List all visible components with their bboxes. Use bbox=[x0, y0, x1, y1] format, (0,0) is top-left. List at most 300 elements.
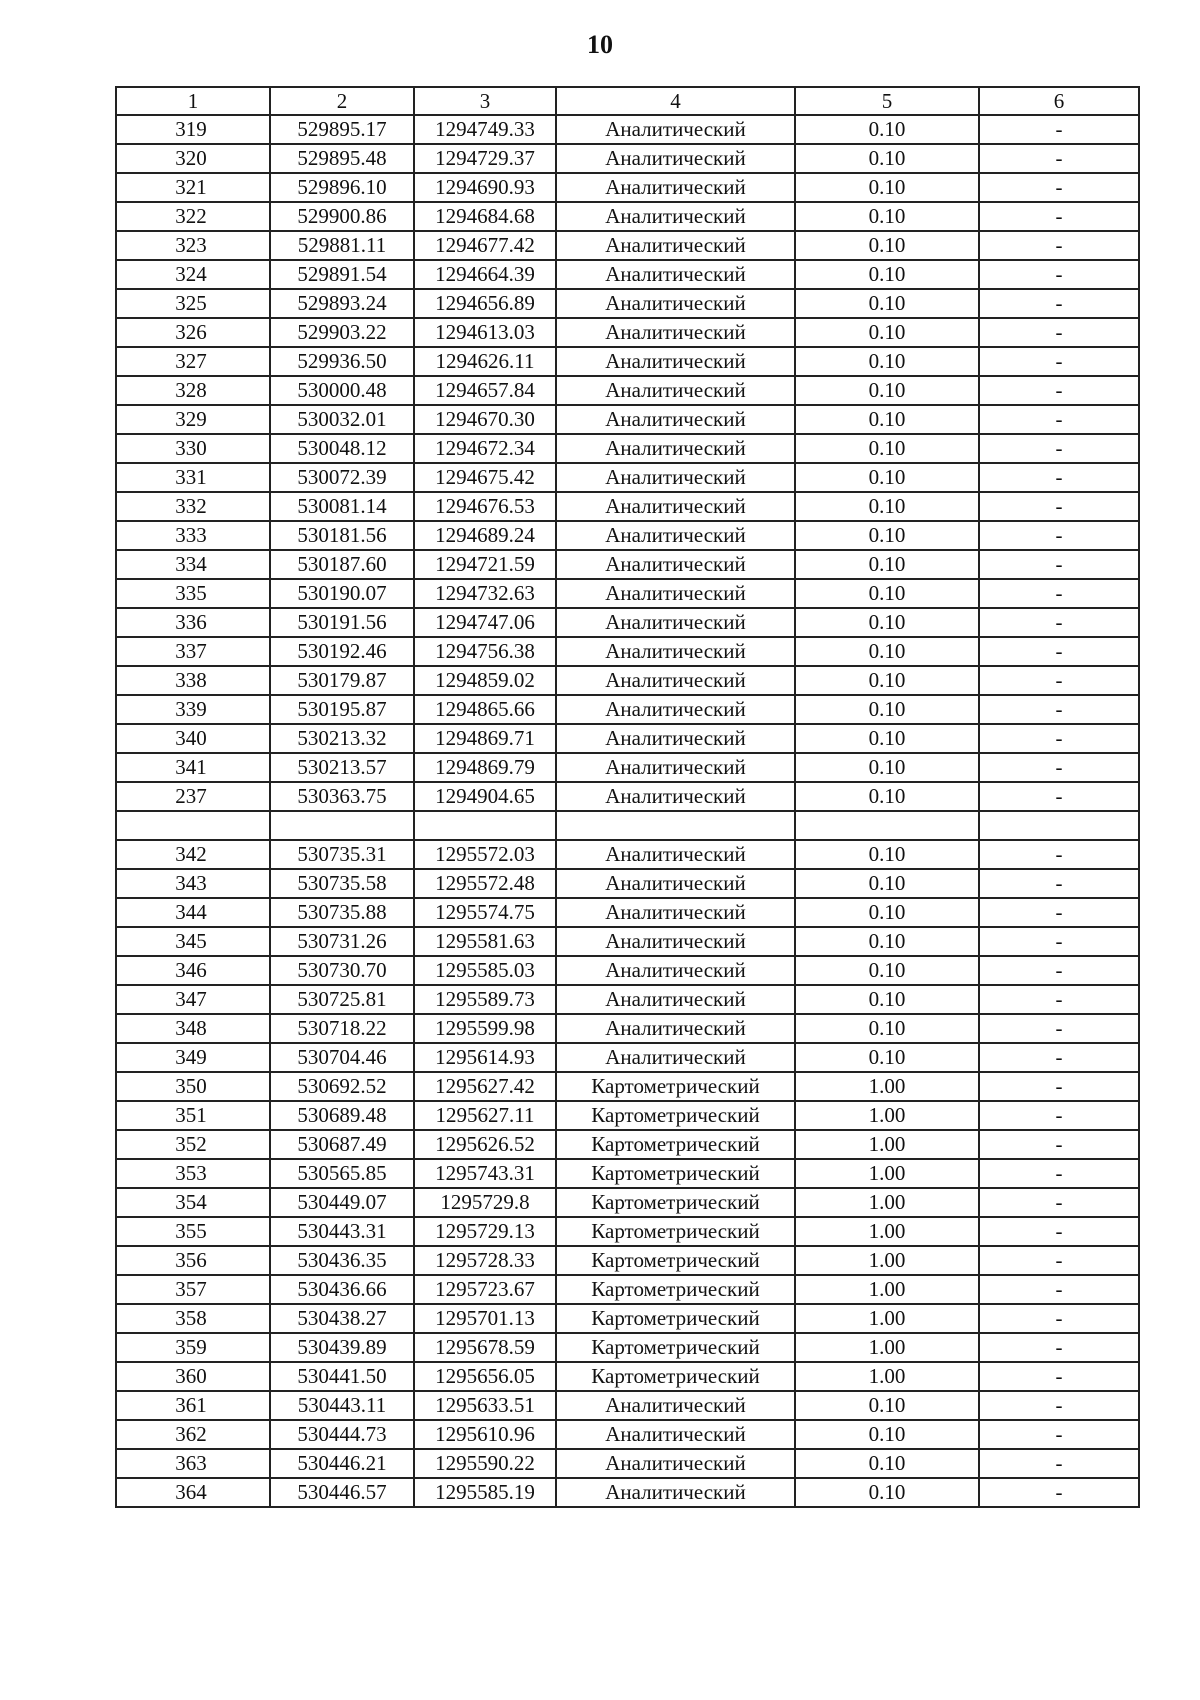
cell-point-number bbox=[116, 811, 270, 840]
cell-point-number: 323 bbox=[116, 231, 270, 260]
cell-accuracy: 0.10 bbox=[795, 434, 979, 463]
cell-point-number: 339 bbox=[116, 695, 270, 724]
cell-method: Картометрический bbox=[556, 1275, 795, 1304]
cell-method: Аналитический bbox=[556, 637, 795, 666]
cell-point-number: 360 bbox=[116, 1362, 270, 1391]
cell-accuracy: 0.10 bbox=[795, 1449, 979, 1478]
cell-y-coordinate: 1294859.02 bbox=[414, 666, 556, 695]
table-row bbox=[116, 115, 1139, 144]
table-row bbox=[116, 1304, 1139, 1333]
cell-y-coordinate: 1294670.30 bbox=[414, 405, 556, 434]
table-row bbox=[116, 1275, 1139, 1304]
cell-method: Аналитический bbox=[556, 115, 795, 144]
cell-note: - bbox=[979, 840, 1139, 869]
cell-point-number: 340 bbox=[116, 724, 270, 753]
cell-point-number: 325 bbox=[116, 289, 270, 318]
cell-x-coordinate: 530718.22 bbox=[270, 1014, 414, 1043]
cell-method: Аналитический bbox=[556, 260, 795, 289]
table-row bbox=[116, 1014, 1139, 1043]
cell-x-coordinate: 530449.07 bbox=[270, 1188, 414, 1217]
cell-x-coordinate: 529891.54 bbox=[270, 260, 414, 289]
cell-x-coordinate: 530072.39 bbox=[270, 463, 414, 492]
cell-y-coordinate: 1294656.89 bbox=[414, 289, 556, 318]
cell-accuracy: 1.00 bbox=[795, 1246, 979, 1275]
cell-y-coordinate: 1294747.06 bbox=[414, 608, 556, 637]
cell-method: Аналитический bbox=[556, 608, 795, 637]
cell-method: Картометрический bbox=[556, 1362, 795, 1391]
cell-x-coordinate: 530446.21 bbox=[270, 1449, 414, 1478]
cell-x-coordinate: 530192.46 bbox=[270, 637, 414, 666]
cell-note: - bbox=[979, 1478, 1139, 1507]
header-cell-5: 5 bbox=[795, 87, 979, 115]
cell-method: Аналитический bbox=[556, 347, 795, 376]
cell-accuracy: 0.10 bbox=[795, 318, 979, 347]
cell-note: - bbox=[979, 318, 1139, 347]
cell-accuracy: 0.10 bbox=[795, 463, 979, 492]
table-row bbox=[116, 1449, 1139, 1478]
cell-y-coordinate: 1295729.13 bbox=[414, 1217, 556, 1246]
cell-method: Аналитический bbox=[556, 927, 795, 956]
cell-y-coordinate: 1295633.51 bbox=[414, 1391, 556, 1420]
cell-method: Картометрический bbox=[556, 1159, 795, 1188]
cell-method: Аналитический bbox=[556, 956, 795, 985]
cell-note: - bbox=[979, 579, 1139, 608]
cell-accuracy: 0.10 bbox=[795, 608, 979, 637]
cell-x-coordinate: 530363.75 bbox=[270, 782, 414, 811]
cell-y-coordinate bbox=[414, 811, 556, 840]
cell-point-number: 352 bbox=[116, 1130, 270, 1159]
cell-method: Картометрический bbox=[556, 1101, 795, 1130]
cell-y-coordinate: 1295599.98 bbox=[414, 1014, 556, 1043]
cell-note: - bbox=[979, 1072, 1139, 1101]
cell-point-number: 357 bbox=[116, 1275, 270, 1304]
cell-point-number: 334 bbox=[116, 550, 270, 579]
cell-x-coordinate: 530081.14 bbox=[270, 492, 414, 521]
cell-point-number: 237 bbox=[116, 782, 270, 811]
table-row bbox=[116, 492, 1139, 521]
cell-note: - bbox=[979, 492, 1139, 521]
cell-y-coordinate: 1294689.24 bbox=[414, 521, 556, 550]
cell-point-number: 343 bbox=[116, 869, 270, 898]
cell-y-coordinate: 1294613.03 bbox=[414, 318, 556, 347]
table-row bbox=[116, 753, 1139, 782]
table-row bbox=[116, 260, 1139, 289]
cell-note: - bbox=[979, 898, 1139, 927]
cell-method: Аналитический bbox=[556, 550, 795, 579]
cell-note: - bbox=[979, 1217, 1139, 1246]
cell-note: - bbox=[979, 1333, 1139, 1362]
table-row bbox=[116, 1333, 1139, 1362]
cell-y-coordinate: 1295614.93 bbox=[414, 1043, 556, 1072]
cell-note: - bbox=[979, 608, 1139, 637]
cell-x-coordinate: 529936.50 bbox=[270, 347, 414, 376]
cell-accuracy: 0.10 bbox=[795, 231, 979, 260]
cell-note: - bbox=[979, 1449, 1139, 1478]
cell-note bbox=[979, 811, 1139, 840]
table-row bbox=[116, 898, 1139, 927]
cell-x-coordinate: 529903.22 bbox=[270, 318, 414, 347]
cell-y-coordinate: 1295589.73 bbox=[414, 985, 556, 1014]
table-row bbox=[116, 811, 1139, 840]
cell-point-number: 322 bbox=[116, 202, 270, 231]
cell-method: Картометрический bbox=[556, 1333, 795, 1362]
cell-y-coordinate: 1294749.33 bbox=[414, 115, 556, 144]
cell-y-coordinate: 1294676.53 bbox=[414, 492, 556, 521]
table-row bbox=[116, 1130, 1139, 1159]
cell-point-number: 324 bbox=[116, 260, 270, 289]
table-row bbox=[116, 1391, 1139, 1420]
cell-accuracy: 1.00 bbox=[795, 1101, 979, 1130]
table-row bbox=[116, 608, 1139, 637]
cell-x-coordinate: 530213.57 bbox=[270, 753, 414, 782]
cell-point-number: 342 bbox=[116, 840, 270, 869]
cell-x-coordinate: 530730.70 bbox=[270, 956, 414, 985]
cell-x-coordinate: 530195.87 bbox=[270, 695, 414, 724]
cell-x-coordinate: 530187.60 bbox=[270, 550, 414, 579]
cell-y-coordinate: 1295678.59 bbox=[414, 1333, 556, 1362]
cell-method: Аналитический bbox=[556, 521, 795, 550]
cell-point-number: 337 bbox=[116, 637, 270, 666]
cell-y-coordinate: 1294626.11 bbox=[414, 347, 556, 376]
table-row bbox=[116, 1246, 1139, 1275]
cell-accuracy: 0.10 bbox=[795, 115, 979, 144]
cell-note: - bbox=[979, 202, 1139, 231]
cell-y-coordinate: 1295585.03 bbox=[414, 956, 556, 985]
cell-y-coordinate: 1294721.59 bbox=[414, 550, 556, 579]
cell-accuracy: 0.10 bbox=[795, 1420, 979, 1449]
cell-point-number: 335 bbox=[116, 579, 270, 608]
cell-point-number: 349 bbox=[116, 1043, 270, 1072]
cell-y-coordinate: 1295574.75 bbox=[414, 898, 556, 927]
cell-x-coordinate: 529895.17 bbox=[270, 115, 414, 144]
table-row bbox=[116, 1072, 1139, 1101]
cell-note: - bbox=[979, 1246, 1139, 1275]
cell-x-coordinate: 530704.46 bbox=[270, 1043, 414, 1072]
cell-x-coordinate: 530735.58 bbox=[270, 869, 414, 898]
cell-y-coordinate: 1294869.79 bbox=[414, 753, 556, 782]
cell-point-number: 333 bbox=[116, 521, 270, 550]
table-row bbox=[116, 318, 1139, 347]
cell-method: Аналитический bbox=[556, 434, 795, 463]
table-row bbox=[116, 724, 1139, 753]
cell-note: - bbox=[979, 724, 1139, 753]
cell-note: - bbox=[979, 1275, 1139, 1304]
table-row bbox=[116, 202, 1139, 231]
cell-point-number: 350 bbox=[116, 1072, 270, 1101]
cell-y-coordinate: 1294675.42 bbox=[414, 463, 556, 492]
cell-x-coordinate: 530443.11 bbox=[270, 1391, 414, 1420]
cell-accuracy: 0.10 bbox=[795, 202, 979, 231]
cell-note: - bbox=[979, 376, 1139, 405]
cell-note: - bbox=[979, 173, 1139, 202]
cell-point-number: 336 bbox=[116, 608, 270, 637]
cell-method: Картометрический bbox=[556, 1246, 795, 1275]
cell-note: - bbox=[979, 463, 1139, 492]
cell-x-coordinate: 530438.27 bbox=[270, 1304, 414, 1333]
cell-x-coordinate: 530436.35 bbox=[270, 1246, 414, 1275]
cell-x-coordinate: 529896.10 bbox=[270, 173, 414, 202]
cell-y-coordinate: 1295585.19 bbox=[414, 1478, 556, 1507]
cell-x-coordinate: 530687.49 bbox=[270, 1130, 414, 1159]
table-row bbox=[116, 927, 1139, 956]
cell-method: Аналитический bbox=[556, 782, 795, 811]
cell-accuracy: 1.00 bbox=[795, 1362, 979, 1391]
table-row bbox=[116, 347, 1139, 376]
cell-y-coordinate: 1294865.66 bbox=[414, 695, 556, 724]
cell-x-coordinate: 530735.88 bbox=[270, 898, 414, 927]
cell-y-coordinate: 1294684.68 bbox=[414, 202, 556, 231]
cell-accuracy: 1.00 bbox=[795, 1217, 979, 1246]
header-cell-3: 3 bbox=[414, 87, 556, 115]
cell-note: - bbox=[979, 637, 1139, 666]
cell-note: - bbox=[979, 1101, 1139, 1130]
cell-x-coordinate: 530731.26 bbox=[270, 927, 414, 956]
cell-method: Картометрический bbox=[556, 1072, 795, 1101]
cell-method: Картометрический bbox=[556, 1217, 795, 1246]
cell-x-coordinate: 530689.48 bbox=[270, 1101, 414, 1130]
table-header bbox=[116, 87, 1139, 115]
header-row bbox=[116, 87, 1139, 115]
cell-point-number: 363 bbox=[116, 1449, 270, 1478]
table-row bbox=[116, 173, 1139, 202]
cell-accuracy: 0.10 bbox=[795, 173, 979, 202]
table-row bbox=[116, 666, 1139, 695]
cell-note: - bbox=[979, 260, 1139, 289]
cell-accuracy: 0.10 bbox=[795, 144, 979, 173]
table-row bbox=[116, 840, 1139, 869]
cell-point-number: 347 bbox=[116, 985, 270, 1014]
cell-x-coordinate: 529893.24 bbox=[270, 289, 414, 318]
cell-accuracy: 1.00 bbox=[795, 1188, 979, 1217]
cell-note: - bbox=[979, 1014, 1139, 1043]
cell-x-coordinate: 530191.56 bbox=[270, 608, 414, 637]
cell-point-number: 328 bbox=[116, 376, 270, 405]
cell-note: - bbox=[979, 666, 1139, 695]
cell-y-coordinate: 1295701.13 bbox=[414, 1304, 556, 1333]
cell-method: Аналитический bbox=[556, 376, 795, 405]
cell-note: - bbox=[979, 1420, 1139, 1449]
table-row bbox=[116, 1188, 1139, 1217]
cell-note: - bbox=[979, 869, 1139, 898]
cell-accuracy: 0.10 bbox=[795, 869, 979, 898]
table-row bbox=[116, 579, 1139, 608]
table-row bbox=[116, 956, 1139, 985]
cell-point-number: 319 bbox=[116, 115, 270, 144]
cell-x-coordinate: 530439.89 bbox=[270, 1333, 414, 1362]
cell-accuracy: 0.10 bbox=[795, 521, 979, 550]
cell-point-number: 355 bbox=[116, 1217, 270, 1246]
cell-note: - bbox=[979, 521, 1139, 550]
cell-note: - bbox=[979, 782, 1139, 811]
cell-y-coordinate: 1295572.03 bbox=[414, 840, 556, 869]
cell-y-coordinate: 1295581.63 bbox=[414, 927, 556, 956]
cell-point-number: 348 bbox=[116, 1014, 270, 1043]
table-row bbox=[116, 1159, 1139, 1188]
cell-x-coordinate: 530725.81 bbox=[270, 985, 414, 1014]
cell-note: - bbox=[979, 1304, 1139, 1333]
cell-note: - bbox=[979, 695, 1139, 724]
cell-y-coordinate: 1295610.96 bbox=[414, 1420, 556, 1449]
cell-accuracy: 0.10 bbox=[795, 289, 979, 318]
cell-accuracy: 0.10 bbox=[795, 492, 979, 521]
table-row bbox=[116, 695, 1139, 724]
table-row bbox=[116, 434, 1139, 463]
cell-method: Аналитический bbox=[556, 1478, 795, 1507]
cell-point-number: 330 bbox=[116, 434, 270, 463]
cell-x-coordinate: 530190.07 bbox=[270, 579, 414, 608]
table-row bbox=[116, 985, 1139, 1014]
table-row bbox=[116, 463, 1139, 492]
cell-accuracy: 0.10 bbox=[795, 1478, 979, 1507]
cell-method: Аналитический bbox=[556, 753, 795, 782]
cell-accuracy: 0.10 bbox=[795, 550, 979, 579]
cell-method: Аналитический bbox=[556, 405, 795, 434]
cell-point-number: 321 bbox=[116, 173, 270, 202]
cell-method: Аналитический bbox=[556, 289, 795, 318]
cell-accuracy: 0.10 bbox=[795, 956, 979, 985]
table-row bbox=[116, 289, 1139, 318]
cell-method: Аналитический bbox=[556, 985, 795, 1014]
table-row bbox=[116, 1043, 1139, 1072]
cell-y-coordinate: 1295743.31 bbox=[414, 1159, 556, 1188]
cell-point-number: 359 bbox=[116, 1333, 270, 1362]
cell-method: Аналитический bbox=[556, 202, 795, 231]
cell-method: Аналитический bbox=[556, 1014, 795, 1043]
table-row bbox=[116, 1101, 1139, 1130]
table-row bbox=[116, 144, 1139, 173]
cell-point-number: 344 bbox=[116, 898, 270, 927]
cell-y-coordinate: 1294657.84 bbox=[414, 376, 556, 405]
cell-point-number: 327 bbox=[116, 347, 270, 376]
cell-y-coordinate: 1295590.22 bbox=[414, 1449, 556, 1478]
cell-note: - bbox=[979, 927, 1139, 956]
cell-accuracy: 0.10 bbox=[795, 840, 979, 869]
cell-x-coordinate: 530048.12 bbox=[270, 434, 414, 463]
cell-y-coordinate: 1294729.37 bbox=[414, 144, 556, 173]
cell-accuracy: 0.10 bbox=[795, 898, 979, 927]
cell-x-coordinate: 530032.01 bbox=[270, 405, 414, 434]
table-row bbox=[116, 637, 1139, 666]
table-row bbox=[116, 1420, 1139, 1449]
header-cell-1: 1 bbox=[116, 87, 270, 115]
cell-method: Картометрический bbox=[556, 1130, 795, 1159]
cell-x-coordinate: 530735.31 bbox=[270, 840, 414, 869]
page-number: 10 bbox=[587, 30, 613, 59]
cell-x-coordinate: 529881.11 bbox=[270, 231, 414, 260]
cell-x-coordinate: 530692.52 bbox=[270, 1072, 414, 1101]
cell-note: - bbox=[979, 985, 1139, 1014]
coordinates-table bbox=[115, 86, 1140, 1508]
cell-note: - bbox=[979, 550, 1139, 579]
cell-x-coordinate: 530446.57 bbox=[270, 1478, 414, 1507]
cell-method: Аналитический bbox=[556, 173, 795, 202]
table-row bbox=[116, 1217, 1139, 1246]
cell-method: Аналитический bbox=[556, 318, 795, 347]
cell-point-number: 329 bbox=[116, 405, 270, 434]
cell-point-number: 341 bbox=[116, 753, 270, 782]
cell-y-coordinate: 1295627.11 bbox=[414, 1101, 556, 1130]
cell-accuracy: 1.00 bbox=[795, 1159, 979, 1188]
cell-note: - bbox=[979, 1130, 1139, 1159]
cell-note: - bbox=[979, 289, 1139, 318]
cell-x-coordinate: 529900.86 bbox=[270, 202, 414, 231]
cell-accuracy: 0.10 bbox=[795, 724, 979, 753]
cell-accuracy: 1.00 bbox=[795, 1275, 979, 1304]
table-row bbox=[116, 376, 1139, 405]
cell-method: Аналитический bbox=[556, 840, 795, 869]
cell-method: Картометрический bbox=[556, 1304, 795, 1333]
cell-y-coordinate: 1295656.05 bbox=[414, 1362, 556, 1391]
cell-accuracy: 0.10 bbox=[795, 637, 979, 666]
table-row bbox=[116, 405, 1139, 434]
cell-note: - bbox=[979, 144, 1139, 173]
cell-y-coordinate: 1295728.33 bbox=[414, 1246, 556, 1275]
cell-accuracy: 0.10 bbox=[795, 376, 979, 405]
cell-method: Аналитический bbox=[556, 492, 795, 521]
cell-y-coordinate: 1295626.52 bbox=[414, 1130, 556, 1159]
cell-x-coordinate bbox=[270, 811, 414, 840]
cell-method: Аналитический bbox=[556, 231, 795, 260]
cell-accuracy: 0.10 bbox=[795, 1014, 979, 1043]
cell-method: Аналитический bbox=[556, 666, 795, 695]
cell-y-coordinate: 1294869.71 bbox=[414, 724, 556, 753]
cell-method: Аналитический bbox=[556, 1449, 795, 1478]
table-body bbox=[116, 115, 1139, 1507]
cell-note: - bbox=[979, 231, 1139, 260]
cell-method bbox=[556, 811, 795, 840]
cell-method: Аналитический bbox=[556, 579, 795, 608]
table-row bbox=[116, 550, 1139, 579]
cell-method: Аналитический bbox=[556, 463, 795, 492]
cell-point-number: 354 bbox=[116, 1188, 270, 1217]
cell-accuracy: 0.10 bbox=[795, 579, 979, 608]
cell-point-number: 358 bbox=[116, 1304, 270, 1333]
cell-accuracy: 0.10 bbox=[795, 260, 979, 289]
cell-y-coordinate: 1294690.93 bbox=[414, 173, 556, 202]
cell-method: Аналитический bbox=[556, 695, 795, 724]
cell-method: Аналитический bbox=[556, 1043, 795, 1072]
cell-point-number: 331 bbox=[116, 463, 270, 492]
header-cell-4: 4 bbox=[556, 87, 795, 115]
cell-accuracy: 0.10 bbox=[795, 1043, 979, 1072]
cell-x-coordinate: 530181.56 bbox=[270, 521, 414, 550]
cell-x-coordinate: 530441.50 bbox=[270, 1362, 414, 1391]
cell-method: Аналитический bbox=[556, 869, 795, 898]
cell-accuracy: 1.00 bbox=[795, 1304, 979, 1333]
cell-method: Аналитический bbox=[556, 898, 795, 927]
cell-note: - bbox=[979, 1043, 1139, 1072]
cell-y-coordinate: 1295729.8 bbox=[414, 1188, 556, 1217]
cell-point-number: 320 bbox=[116, 144, 270, 173]
cell-x-coordinate: 530179.87 bbox=[270, 666, 414, 695]
table-row bbox=[116, 1478, 1139, 1507]
cell-note: - bbox=[979, 1362, 1139, 1391]
cell-y-coordinate: 1294732.63 bbox=[414, 579, 556, 608]
cell-method: Картометрический bbox=[556, 1188, 795, 1217]
cell-x-coordinate: 530565.85 bbox=[270, 1159, 414, 1188]
header-cell-6: 6 bbox=[979, 87, 1139, 115]
cell-point-number: 351 bbox=[116, 1101, 270, 1130]
table-row bbox=[116, 1362, 1139, 1391]
cell-y-coordinate: 1294756.38 bbox=[414, 637, 556, 666]
header-cell-2: 2 bbox=[270, 87, 414, 115]
cell-point-number: 326 bbox=[116, 318, 270, 347]
cell-point-number: 332 bbox=[116, 492, 270, 521]
cell-point-number: 353 bbox=[116, 1159, 270, 1188]
cell-accuracy: 0.10 bbox=[795, 985, 979, 1014]
cell-y-coordinate: 1295572.48 bbox=[414, 869, 556, 898]
cell-accuracy: 0.10 bbox=[795, 347, 979, 376]
